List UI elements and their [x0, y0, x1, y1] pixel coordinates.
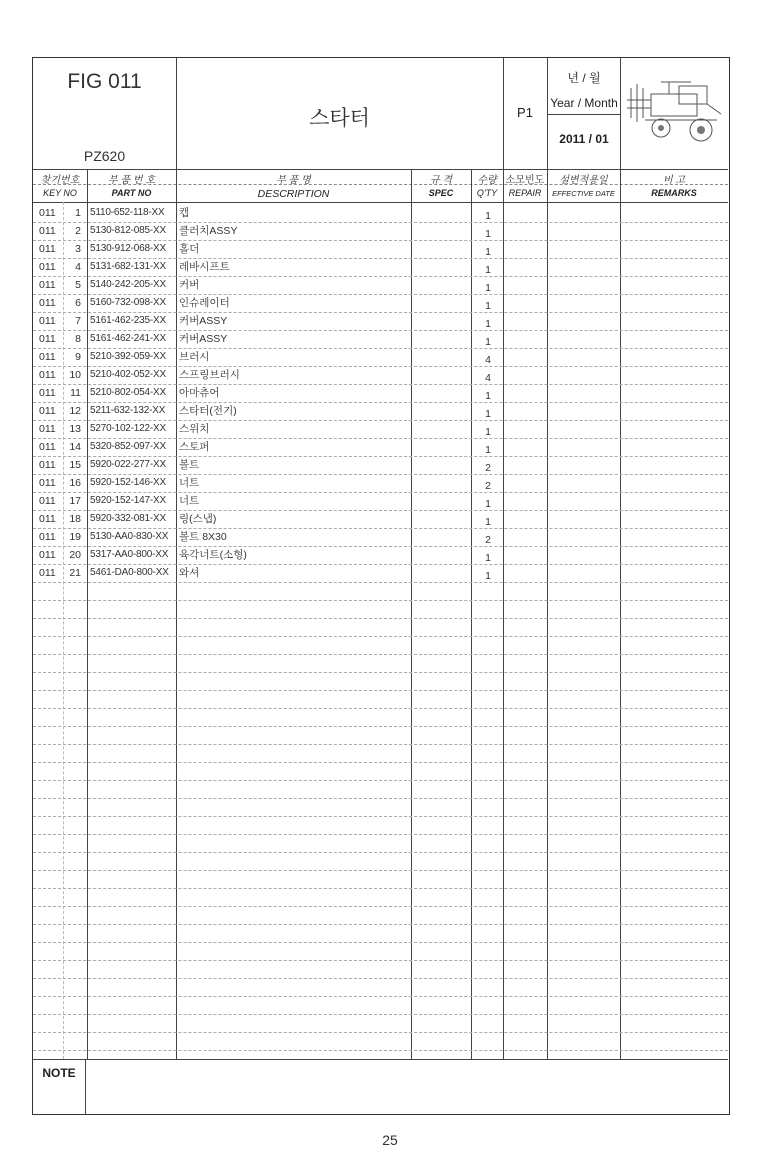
item-no-cell: 10	[69, 369, 81, 381]
table-row	[33, 438, 728, 456]
part-no-cell: 5920-152-147-XX	[90, 495, 166, 506]
description-cell: 육각너트(소형)	[179, 549, 247, 561]
col-qty-en: Q'TY	[476, 188, 498, 198]
description-cell: 스토퍼	[179, 441, 210, 453]
table-row	[33, 240, 728, 258]
key-no-cell: 011	[39, 441, 56, 453]
item-no-cell: 17	[69, 495, 81, 507]
rice-transplanter-machine-icon	[621, 74, 729, 150]
part-no-cell: 5140-242-205-XX	[90, 279, 166, 290]
row-rule	[33, 708, 728, 709]
col-spec-en: SPEC	[428, 188, 454, 198]
part-no-cell: 5131-682-131-XX	[90, 261, 166, 272]
key-no-cell: 011	[39, 567, 56, 579]
item-no-cell: 1	[75, 207, 81, 219]
row-rule	[33, 1050, 728, 1051]
quantity-cell: 1	[485, 228, 491, 240]
quantity-cell: 1	[485, 426, 491, 438]
part-no-cell: 5211-632-132-XX	[90, 405, 166, 416]
key-no-cell: 011	[39, 297, 56, 309]
quantity-cell: 1	[485, 552, 491, 564]
part-no-cell: 5161-462-235-XX	[90, 315, 166, 326]
table-row	[33, 204, 728, 222]
table-row	[33, 330, 728, 348]
key-no-cell: 011	[39, 225, 56, 237]
col-remarks-ko: 비 고	[662, 175, 686, 186]
description-cell: 클러치ASSY	[179, 225, 238, 237]
page-number: 25	[382, 1132, 398, 1148]
item-no-cell: 14	[69, 441, 81, 453]
table-row	[33, 420, 728, 438]
row-rule	[33, 726, 728, 727]
figure-number: FIG 011	[67, 70, 142, 93]
quantity-cell: 4	[485, 354, 491, 366]
table-row	[33, 546, 728, 564]
description-cell: 커버ASSY	[179, 315, 228, 327]
description-cell: 볼트 8X30	[179, 531, 227, 543]
key-no-cell: 011	[39, 333, 56, 345]
key-no-cell: 011	[39, 387, 56, 399]
key-no-cell: 011	[39, 369, 56, 381]
year-month-value: 2011 / 01	[559, 132, 609, 146]
row-rule	[33, 816, 728, 817]
col-repair-en: REPAIR	[508, 188, 542, 198]
col-desc-ko: 부 품 명	[276, 175, 311, 186]
row-rule	[33, 636, 728, 637]
part-no-cell: 5461-DA0-800-XX	[90, 567, 169, 578]
quantity-cell: 1	[485, 498, 491, 510]
key-no-cell: 011	[39, 261, 56, 273]
item-no-cell: 8	[75, 333, 81, 345]
model-name: PZ620	[83, 148, 126, 164]
part-no-cell: 5320-852-097-XX	[90, 441, 166, 452]
part-no-cell: 5920-022-277-XX	[90, 459, 166, 470]
table-row	[33, 222, 728, 240]
row-rule	[33, 780, 728, 781]
item-no-cell: 18	[69, 513, 81, 525]
item-no-cell: 21	[69, 567, 81, 579]
key-no-cell: 011	[39, 351, 56, 363]
note-label: NOTE	[42, 1066, 76, 1080]
col-part-ko: 부 품 번 호	[108, 175, 155, 186]
table-row	[33, 348, 728, 366]
quantity-cell: 1	[485, 570, 491, 582]
row-rule	[33, 996, 728, 997]
col-eff-ko: 설변적용일	[559, 175, 608, 186]
table-row	[33, 564, 728, 582]
description-cell: 아마츄어	[179, 387, 220, 399]
quantity-cell: 1	[485, 390, 491, 402]
col-key-ko: 찾기번호	[40, 175, 80, 186]
description-cell: 레바시프트	[179, 261, 230, 273]
part-no-cell: 5110-652-118-XX	[90, 207, 165, 218]
item-no-cell: 3	[75, 243, 81, 255]
quantity-cell: 1	[485, 282, 491, 294]
quantity-cell: 1	[485, 336, 491, 348]
item-no-cell: 12	[69, 405, 81, 417]
col-desc-en: DESCRIPTION	[257, 188, 330, 200]
item-no-cell: 15	[69, 459, 81, 471]
quantity-cell: 4	[485, 372, 491, 384]
quantity-cell: 1	[485, 264, 491, 276]
item-no-cell: 13	[69, 423, 81, 435]
description-cell: 너트	[179, 495, 200, 507]
description-cell: 홀더	[179, 243, 200, 255]
key-no-cell: 011	[39, 495, 56, 507]
description-cell: 너트	[179, 477, 200, 489]
col-qty-ko: 수량	[477, 175, 497, 186]
row-rule	[33, 924, 728, 925]
description-cell: 캡	[179, 207, 190, 219]
quantity-cell: 1	[485, 516, 491, 528]
page-title: 스타터	[309, 107, 370, 130]
key-no-cell: 011	[39, 459, 56, 471]
row-rule	[33, 600, 728, 601]
col-key-en: KEY NO	[43, 188, 77, 198]
col-remarks-en: REMARKS	[651, 188, 697, 198]
row-rule	[33, 744, 728, 745]
key-no-cell: 011	[39, 477, 56, 489]
part-no-cell: 5317-AA0-800-XX	[90, 549, 169, 560]
row-rule	[33, 798, 728, 799]
part-no-cell: 5270-102-122-XX	[90, 423, 166, 434]
key-no-cell: 011	[39, 315, 56, 327]
table-row	[33, 294, 728, 312]
table-row	[33, 456, 728, 474]
description-cell: 스위치	[179, 423, 210, 435]
sheet-number: P1	[517, 105, 533, 120]
row-rule	[33, 762, 728, 763]
row-rule	[33, 906, 728, 907]
quantity-cell: 2	[485, 462, 491, 474]
row-rule	[33, 1014, 728, 1015]
part-no-cell: 5130-912-068-XX	[90, 243, 166, 254]
parts-list-sheet	[32, 57, 730, 1115]
table-row	[33, 384, 728, 402]
table-row	[33, 474, 728, 492]
description-cell: 볼트	[179, 459, 200, 471]
row-rule	[33, 978, 728, 979]
item-no-cell: 2	[75, 225, 81, 237]
key-no-cell: 011	[39, 513, 56, 525]
part-no-cell: 5210-402-052-XX	[90, 369, 166, 380]
col-spec-ko: 규 격	[429, 175, 453, 186]
quantity-cell: 1	[485, 300, 491, 312]
description-cell: 스프링브러시	[179, 369, 240, 381]
description-cell: 브러시	[179, 351, 210, 363]
key-no-cell: 011	[39, 279, 56, 291]
item-no-cell: 11	[70, 387, 81, 399]
part-no-cell: 5920-152-146-XX	[90, 477, 166, 488]
item-no-cell: 5	[75, 279, 81, 291]
part-no-cell: 5920-332-081-XX	[90, 513, 166, 524]
row-rule	[33, 942, 728, 943]
part-no-cell: 5161-462-241-XX	[90, 333, 166, 344]
table-row	[33, 258, 728, 276]
year-month-label-ko: 년 / 월	[567, 71, 601, 85]
year-month-label	[549, 70, 619, 112]
part-no-cell: 5160-732-098-XX	[90, 297, 166, 308]
part-no-cell: 5210-802-054-XX	[90, 387, 166, 398]
table-row	[33, 366, 728, 384]
row-rule	[33, 888, 728, 889]
item-no-cell: 7	[75, 315, 81, 327]
key-no-cell: 011	[39, 549, 56, 561]
row-rule	[33, 870, 728, 871]
item-no-cell: 16	[69, 477, 81, 489]
row-rule	[33, 654, 728, 655]
key-no-cell: 011	[39, 207, 56, 219]
row-rule	[33, 618, 728, 619]
description-cell: 스타터(전기)	[179, 405, 237, 417]
row-rule	[33, 582, 728, 583]
quantity-cell: 2	[485, 534, 491, 546]
part-no-cell: 5210-392-059-XX	[90, 351, 166, 362]
item-no-cell: 4	[75, 261, 81, 273]
item-no-cell: 6	[75, 297, 81, 309]
key-no-cell: 011	[39, 405, 56, 417]
quantity-cell: 1	[485, 444, 491, 456]
description-cell: 인슈레이터	[179, 297, 230, 309]
part-no-cell: 5130-AA0-830-XX	[90, 531, 169, 542]
table-row	[33, 312, 728, 330]
key-no-cell: 011	[39, 531, 56, 543]
quantity-cell: 2	[485, 480, 491, 492]
col-repair-ko: 소모빈도	[505, 175, 545, 186]
table-row	[33, 276, 728, 294]
description-cell: 링(스냅)	[179, 513, 217, 525]
row-rule	[33, 852, 728, 853]
quantity-cell: 1	[485, 318, 491, 330]
part-no-cell: 5130-812-085-XX	[90, 225, 166, 236]
table-row	[33, 510, 728, 528]
description-cell: 커버	[179, 279, 200, 291]
row-rule	[33, 672, 728, 673]
year-month-label-en: Year / Month	[550, 96, 618, 110]
col-part-en: PART NO	[111, 188, 152, 198]
table-row	[33, 528, 728, 546]
quantity-cell: 1	[485, 408, 491, 420]
row-rule	[33, 1032, 728, 1033]
table-row	[33, 492, 728, 510]
item-no-cell: 20	[69, 549, 81, 561]
description-cell: 커버ASSY	[179, 333, 228, 345]
quantity-cell: 1	[485, 210, 491, 222]
key-no-cell: 011	[39, 423, 56, 435]
description-cell: 와셔	[179, 567, 200, 579]
table-row	[33, 402, 728, 420]
row-rule	[33, 690, 728, 691]
item-no-cell: 9	[75, 351, 81, 363]
row-rule	[33, 960, 728, 961]
key-no-cell: 011	[39, 243, 56, 255]
item-no-cell: 19	[69, 531, 81, 543]
quantity-cell: 1	[485, 246, 491, 258]
row-rule	[33, 834, 728, 835]
col-eff-en: EFFECTIVE DATE	[552, 189, 615, 198]
